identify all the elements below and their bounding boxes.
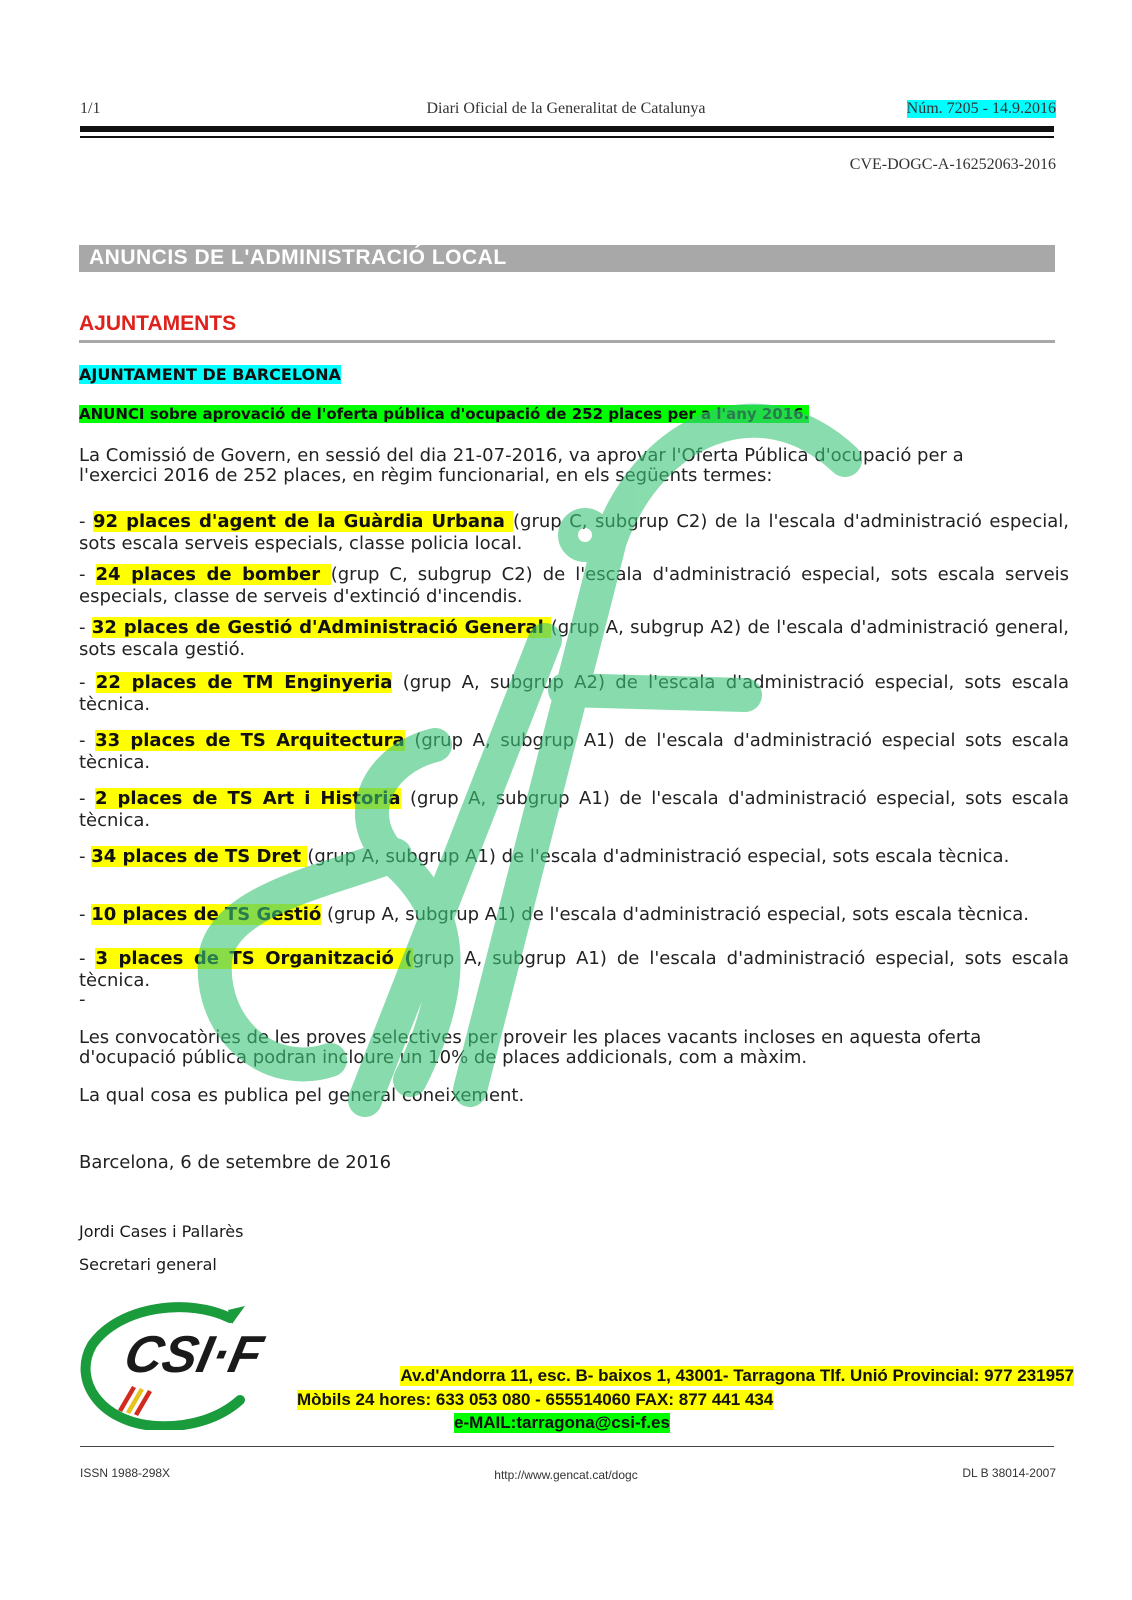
logo-text: CSI·F — [119, 1325, 268, 1384]
list-item: - 92 places d'agent de la Guàrdia Urbana (grup C, subgrup C2) de la l'escala d'administració especial, sots escala serveis especials, classe policia local. — [79, 511, 1069, 554]
list-dash: - — [79, 989, 86, 1010]
public-notice: La qual cosa es publica pel general coneixement. — [79, 1085, 525, 1106]
list-item: - 34 places de TS Dret (grup A, subgrup A1) de l'escala d'administració especial, sots escala tècnica. — [79, 846, 1010, 867]
list-item: - 3 places de TS Organització (grup A, subgrup A1) de l'escala d'administració especial, sots escala tècnica. — [79, 948, 1070, 991]
item-highlight: 22 places de TM Enginyeria — [95, 672, 393, 693]
item-text: (grup A, subgrup A1) de l'escala d'administració especial, sots escala tècnica. — [321, 904, 1029, 925]
item-text: (grup A, subgrup A2) de l'escala d'administració especial, sots escala tècnica. — [79, 672, 1069, 715]
union-address: Av.d'Andorra 11, esc. B- baixos 1, 43001- Tarragona Tlf. Unió Provincial: 977 231957 — [400, 1366, 1074, 1385]
item-highlight: 92 places d'agent de la Guàrdia Urbana — [93, 511, 513, 532]
item-text: (grup A, subgrup A2) de l'escala d'administració general, sots escala gestió. — [79, 617, 1069, 660]
organization-name: AJUNTAMENT DE BARCELONA — [79, 365, 341, 384]
list-item: - 2 places de TS Art i Historia (grup A, subgrup A1) de l'escala d'administració especial, sots escala tècnica. — [79, 788, 1069, 831]
legal-deposit: DL B 38014-2007 — [962, 1466, 1056, 1480]
item-text: (grup A, subgrup A1) de l'escala d'administració especial, sots escala tècnica. — [307, 846, 1010, 867]
item-highlight: 24 places de bomber — [95, 564, 331, 585]
subsection-title: AJUNTAMENTS — [79, 312, 237, 335]
journal-title: Diari Oficial de la Generalitat de Catalunya — [426, 100, 706, 117]
list-item: - 33 places de TS Arquitectura (grup A, subgrup A1) de l'escala d'administració especial sots escala tècnica. — [79, 730, 1069, 773]
place-date: Barcelona, 6 de setembre de 2016 — [79, 1152, 392, 1173]
item-highlight: 2 places de TS Art i Historia — [94, 788, 401, 809]
logo-flag-icon — [118, 1386, 152, 1416]
list-item: - 22 places de TM Enginyeria (grup A, subgrup A2) de l'escala d'administració especial, sots escala tècnica. — [79, 672, 1069, 715]
item-highlight: 32 places de Gestió d'Administració General — [91, 617, 551, 638]
item-highlight: 33 places de TS Arquitectura — [95, 730, 405, 751]
item-text: (grup C, subgrup C2) de l'escala d'administració especial, sots escala serveis especials, classe de serveis d'extinció d'incendis. — [79, 564, 1070, 607]
item-text: (grup A, subgrup A1) de l'escala d'administració especial, sots escala tècnica. — [79, 788, 1069, 831]
subsection-rule — [79, 340, 1055, 343]
footer-url[interactable]: http://www.gencat.cat/dogc — [494, 1468, 638, 1482]
issn: ISSN 1988-298X — [80, 1466, 171, 1480]
page-indicator: 1/1 — [80, 100, 101, 117]
union-email[interactable]: e-MAIL:tarragona@csi-f.es — [454, 1413, 670, 1432]
item-text: (grup C, subgrup C2) de la l'escala d'administració especial, sots escala serveis especials, classe policia local. — [79, 511, 1069, 554]
header-rule-thin — [80, 136, 1054, 138]
closing-paragraph: Les convocatòries de les proves selectives per proveir les places vacants incloses en aquesta oferta d'ocupació pública podran incloure un 10% de places addicionals, com a màxim. — [79, 1027, 982, 1068]
list-item: - 24 places de bomber (grup C, subgrup C2) de l'escala d'administració especial, sots escala serveis especials, classe de serveis d'extinció d'incendis. — [79, 564, 1070, 607]
signer-name: Jordi Cases i Pallarès — [79, 1222, 244, 1241]
header-rule — [80, 126, 1054, 132]
csif-logo — [80, 1300, 290, 1430]
list-item: - 32 places de Gestió d'Administració General (grup A, subgrup A2) de l'escala d'administració general, sots escala gestió. — [79, 617, 1069, 660]
section-title: ANUNCIS DE L'ADMINISTRACIÓ LOCAL — [89, 246, 507, 269]
item-text: grup A, subgrup A1) de l'escala d'administració especial, sots escala tècnica. — [79, 948, 1070, 991]
union-mobiles: Mòbils 24 hores: 633 053 080 - 655514060 FAX: 877 441 434 — [297, 1390, 774, 1409]
list-item: - 10 places de TS Gestió (grup A, subgrup A1) de l'escala d'administració especial, sots escala tècnica. — [79, 904, 1029, 925]
item-highlight: 3 places de TS Organització ( — [95, 948, 413, 969]
announcement-title: ANUNCI sobre aprovació de l'oferta pública d'ocupació de 252 places per a l'any 2016. — [79, 405, 810, 423]
cve-code: CVE-DOGC-A-16252063-2016 — [849, 156, 1056, 173]
footer-rule — [80, 1446, 1054, 1447]
item-text: (grup A, subgrup A1) de l'escala d'administració especial sots escala tècnica. — [79, 730, 1069, 773]
issue-number: Núm. 7205 - 14.9.2016 — [906, 100, 1056, 117]
signer-role: Secretari general — [79, 1255, 217, 1274]
item-highlight: 34 places de TS Dret — [91, 846, 308, 867]
item-highlight: 10 places de TS Gestió — [91, 904, 322, 925]
intro-paragraph: La Comissió de Govern, en sessió del dia 21-07-2016, va aprovar l'Oferta Pública d'ocupació per a l'exercici 2016 de 252 places, en règim funcionarial, en els següents termes: — [79, 445, 964, 486]
